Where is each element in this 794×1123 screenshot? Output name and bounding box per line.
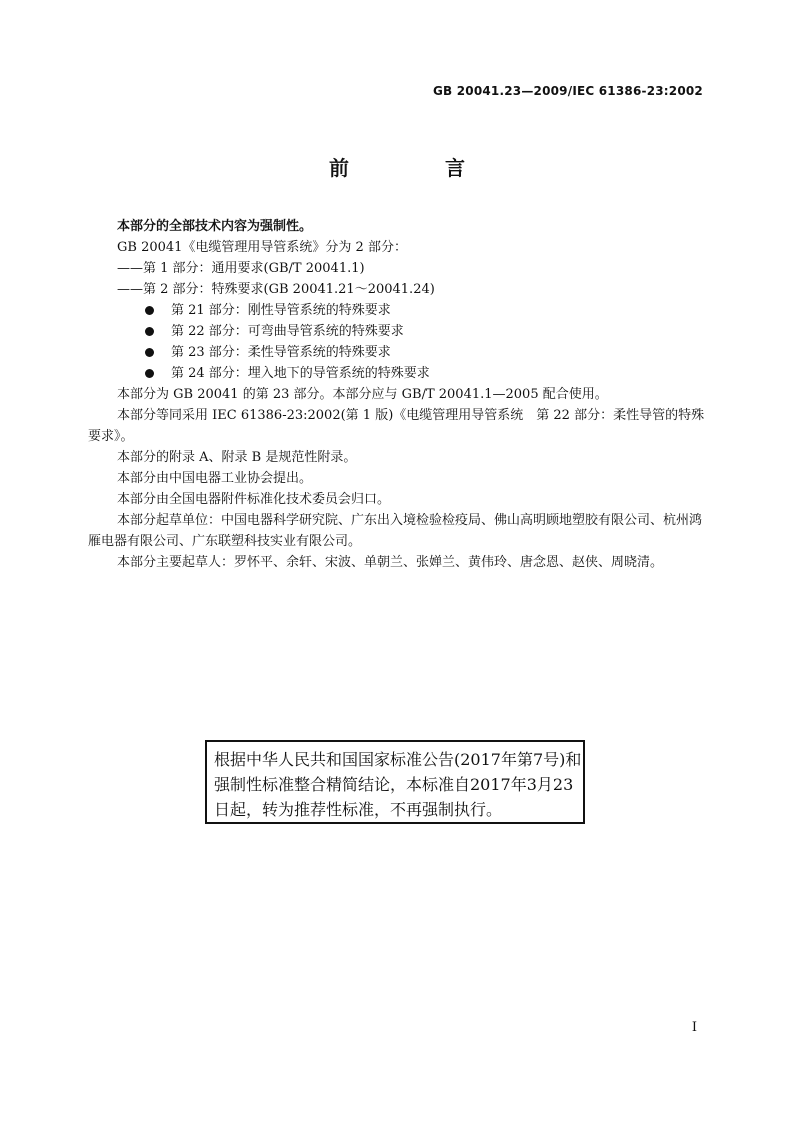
bullet-item [88,300,706,321]
bullet-text: 第 23 部分：柔性导管系统的特殊要求 [171,345,391,360]
page-title: 前 言 [329,156,503,180]
bullet-text: 第 21 部分：刚性导管系统的特殊要求 [171,303,391,318]
paragraph-parts: GB 20041《电缆管理用导管系统》分为 2 部分： [117,240,407,255]
paragraph-annex: 本部分的附录 A、附录 B 是规范性附录。 [117,450,357,465]
paragraph-drafting-units: 本部分起草单位：中国电器科学研究院、广东出入境检验检疫局、佛山高明顾地塑胶有限公司、杭州鸿雁电器有限公司、广东联塑科技实业有限公司。 [88,513,703,549]
bullet-text: 第 24 部分：埋入地下的导管系统的特殊要求 [171,366,430,381]
bullet-item [88,342,706,363]
paragraph-mandatory: 本部分的全部技术内容为强制性。 [117,219,313,234]
notice-box: 根据中华人民共和国国家标准公告(2017年第7号)和强制性标准整合精简结论，本标准自2017年3月23日起，转为推荐性标准，不再强制执行。 [205,740,585,824]
paragraph-part-2: ——第 2 部分：特殊要求(GB 20041.21～20041.24) [117,282,435,297]
bullet-dot-icon [145,348,154,357]
paragraph-committee: 本部分由全国电器附件标准化技术委员会归口。 [117,492,391,507]
paragraph-drafters: 本部分主要起草人：罗怀平、余轩、宋波、单朝兰、张婵兰、黄伟玲、唐念恩、赵侠、周晓清。 [117,555,664,570]
bullet-item [88,363,706,384]
bullet-item [88,321,706,342]
paragraph-adoption: 本部分等同采用 IEC 61386-23:2002(第 1 版)《电缆管理用导管系统 第 22 部分：柔性导管的特殊要求》。 [88,408,705,444]
foreword-body [88,216,706,573]
standard-code: GB 20041.23—2009/IEC 61386-23:2002 [432,84,703,98]
bullet-dot-icon [145,306,154,315]
paragraph-proposer: 本部分由中国电器工业协会提出。 [117,471,313,486]
bullet-text: 第 22 部分：可弯曲导管系统的特殊要求 [171,324,404,339]
bullet-dot-icon [145,369,154,378]
page-number: I [691,1020,697,1035]
bullet-dot-icon [145,327,154,336]
paragraph-relation: 本部分为 GB 20041 的第 23 部分。本部分应与 GB/T 20041.1—2005 配合使用。 [117,387,608,402]
paragraph-part-1: ——第 1 部分：通用要求(GB/T 20041.1) [117,261,365,276]
